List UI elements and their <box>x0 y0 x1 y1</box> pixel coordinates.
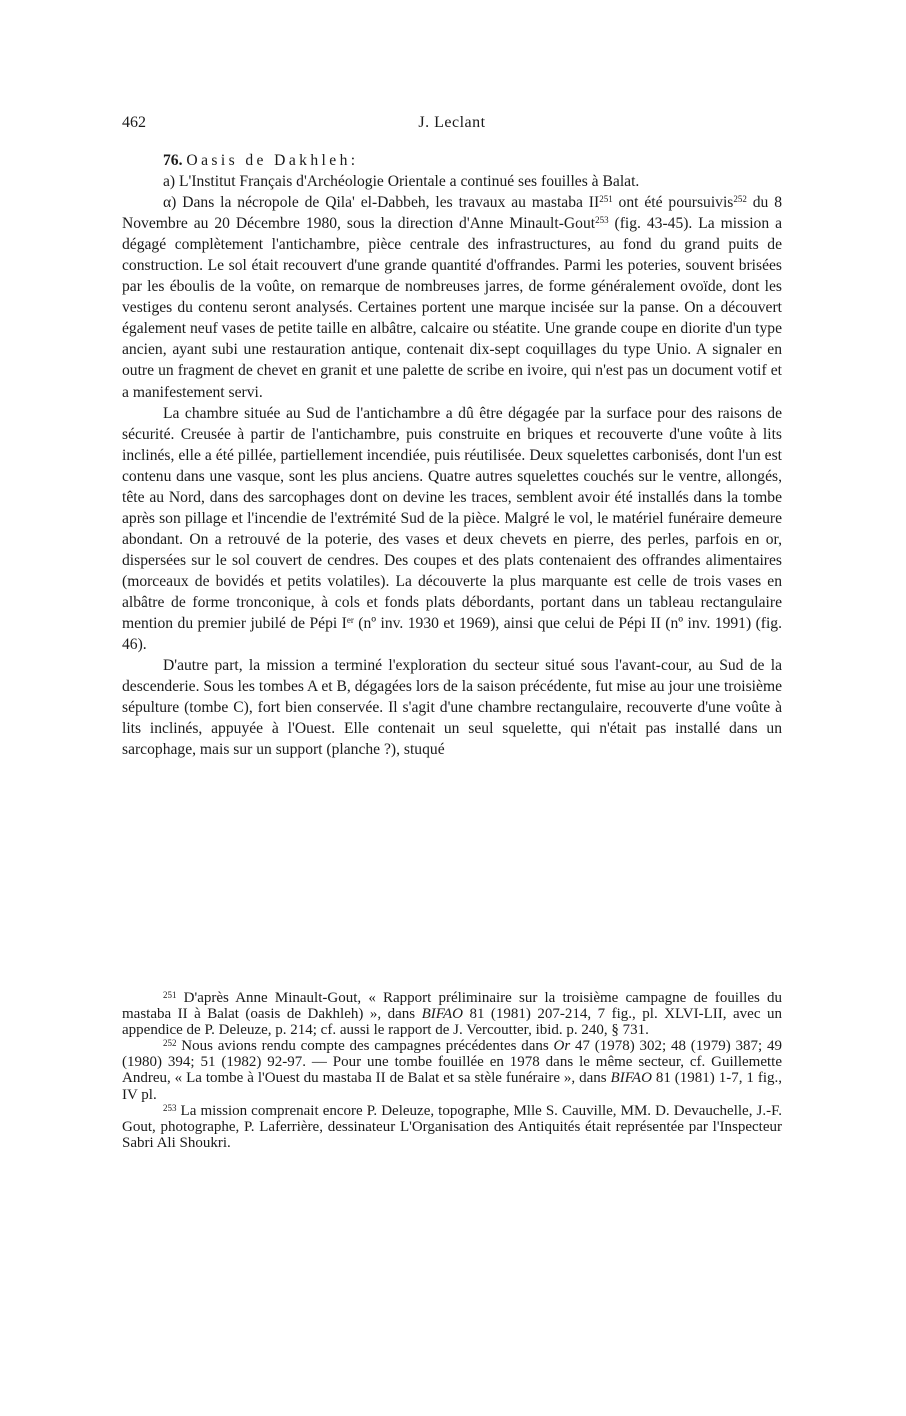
section-title: Oasis de Dakhleh: <box>186 152 359 169</box>
paragraph-autre-part: D'autre part, la mission a terminé l'exploration du secteur situé sous l'avant-cour, au Sud de la descenderie. Sous les tombes A et B, dégagées lors de la saison précédente, fut mise au jour une troisième sépulture (tombe C), fort bien conservée. Il s'agit d'une chambre rectangulaire, recouverte d'une voûte à lits inclinés, appuyée à l'Ouest. Elle contenait un seul squelette, qui n'était pas installé dans un sarcophage, mais sur un support (planche ?), stuqué <box>122 657 782 759</box>
paragraph-alpha <box>122 192 782 402</box>
paragraph-alpha-mid2: du 8 Novembre au 20 Décembre 1980, sous la direction d'Anne Minault-Gout <box>122 194 783 233</box>
footnote-ref-251: 251 <box>599 194 613 205</box>
paragraph-chambre-part2: (nº inv. 1930 et 1969), ainsi que celui de Pépi II (nº inv. 1991) (fig. 46). <box>122 615 782 654</box>
paragraph-a: a) L'Institut Français d'Archéologie Orientale a continué ses fouilles à Balat. <box>163 173 640 191</box>
footnote-252-text-c: 81 (1981) 1-7, 1 fig., IV pl. <box>122 1070 782 1103</box>
paragraph-chambre-part1: La chambre située au Sud de l'antichambre a dû être dégagée par la surface pour des raisons de sécurité. Creusée à partir de l'antichambre, puis construite en briques et recouverte d'une voûte à lits inclinés, elle a été pillée, partiellement incendiée, puis réutilisée. Deux squelettes carbonisés, dont l'un est contenu dans une vasque, sont les plus anciens. Quatre autres squelettes couchés sur le ventre, allongés, tête au Nord, dans des sarcophages dont on devine les traces, semblent avoir été installés dans la tombe après son pillage et l'incendie de l'extrémité Sud de la pièce. Malgré le vol, le matériel funéraire demeure abondant. On a retrouvé de la poterie, des vases et deux chevets en pierre, des perles, parfois en or, dispersées sur le sol couvert de cendres. Des coupes et des plats contenaient des offrandes alimentaires (morceaux de bovidés et petits volatiles). La découverte la plus marquante est celle de trois vases en albâtre de forme tronconique, à cols et fonds plats débordants, portant dans un tableau rectangulaire mention du premier jubilé de Pépi I <box>122 404 782 633</box>
footnote-252-text-a: Nous avions rendu compte des campagnes précédentes dans <box>176 1038 554 1055</box>
footnote-251-text-a: D'après Anne Minault-Gout, « Rapport préliminaire sur la troisième campagne de fouilles du mastaba II à Balat (oasis de Dakhleh) », dans <box>122 990 782 1023</box>
footnote-253 <box>122 1103 782 1151</box>
footnote-252-journal-bifao: BIFAO <box>610 1070 652 1087</box>
footnote-252-journal-or: Or <box>553 1038 571 1055</box>
main-text <box>122 150 782 760</box>
paragraph-alpha-mid1: ont été poursuivis <box>612 194 734 212</box>
footnote-251 <box>122 990 782 1038</box>
footnote-mark-251: 251 <box>163 990 177 1000</box>
footnote-ref-253: 253 <box>595 215 609 226</box>
section-heading <box>122 150 782 171</box>
footnote-251-journal: BIFAO <box>421 1006 463 1023</box>
running-head: J. Leclant <box>418 114 486 131</box>
paragraph-alpha-rest: (fig. 43-45). La mission a dégagé complètement l'antichambre, pièce centrale des infrastructures, au fond du grand puits de construction. Le sol était recouvert d'une grande quantité d'offrandes. Parmi les poteries, souvent brisées par les éboulis de la voûte, on remarque de nombreuses jarres, de forme généralement ovoïde, dont les vestiges du contenu seront analysés. Certaines portent une marque incisée sur la panse. On a découvert également neuf vases de petite taille en albâtre, calcaire ou stéatite. Une grande coupe en diorite d'un type ancien, ayant subi une restauration antique, contenait dix-sept coquillages du type Unio. A signaler en outre un fragment de chevet en granit et une palette de scribe en ivoire, qui n'est pas un document votif et a manifestement servi. <box>122 215 782 401</box>
page-number: 462 <box>122 114 146 131</box>
footnote-mark-252: 252 <box>163 1038 177 1049</box>
paragraph-alpha-intro: α) Dans la nécropole de Qila' el-Dabbeh, les travaux au mastaba II <box>163 194 600 212</box>
footnotes <box>122 990 782 1151</box>
footnote-252 <box>122 1038 782 1102</box>
footnote-ref-252: 252 <box>733 194 747 205</box>
paragraph-chambre <box>122 403 782 656</box>
footnote-252-text-b: 47 (1978) 302; 48 (1979) 387; 49 (1980) 394; 51 (1982) 92-97. — Pour une tombe fouillée en 1978 dans le même secteur, cf. Guillemette Andreu, « La tombe à l'Ouest du mastaba II de Balat et sa stèle funéraire », dans <box>122 1038 782 1087</box>
footnote-mark-253: 253 <box>163 1102 177 1113</box>
section-number: 76. <box>163 152 183 169</box>
footnote-251-text-b: 81 (1981) 207-214, 7 fig., pl. XLVI-LII, avec un appendice de P. Deleuze, p. 214; cf. aussi le rapport de J. Vercoutter, ibid. p. 240, § 731. <box>122 1006 782 1039</box>
superscript-er: er <box>346 615 354 626</box>
footnote-253-text: La mission comprenait encore P. Deleuze, topographe, Mlle S. Cauville, MM. D. Devauchelle, J.-F. Gout, photographe, P. Laferrière, dessinateur L'Organisation des Antiquités était représentée par l'Inspecteur Sabri Ali Shoukri. <box>122 1102 782 1151</box>
